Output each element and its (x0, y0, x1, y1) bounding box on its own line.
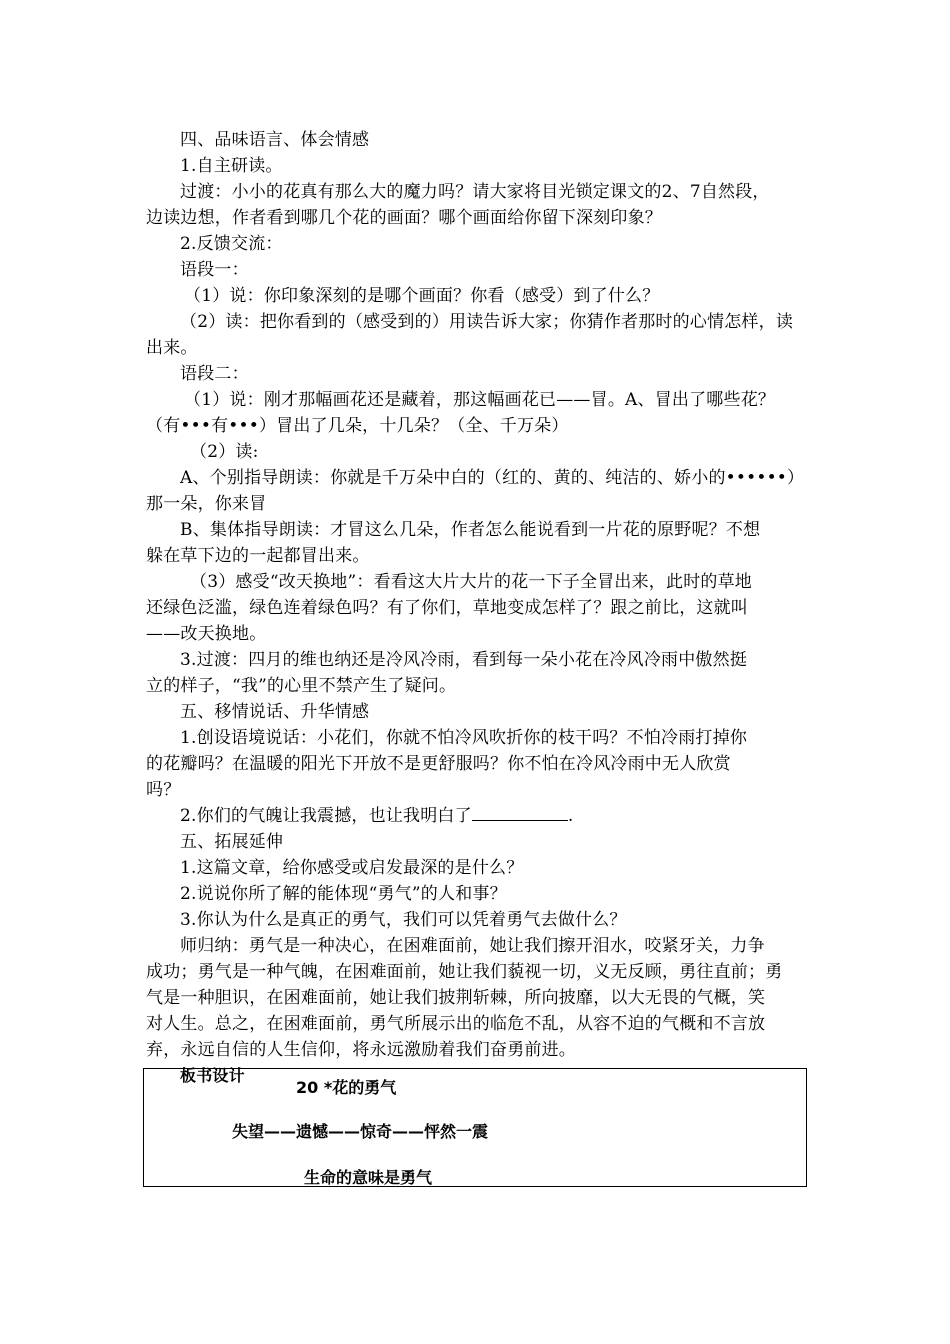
text-line: 立的样子，“我”的心里不禁产生了疑问。 (146, 676, 457, 696)
lesson-text (146, 127, 810, 1089)
text-line: 躲在草下边的一起都冒出来。 (146, 546, 370, 566)
text-line: 还绿色泛滥，绿色连着绿色吗？有了你们，草地变成怎样了？跟之前比，这就叫 (146, 598, 748, 618)
section-heading-5b: 五、拓展延伸 (180, 832, 284, 852)
text-line: 成功；勇气是一种气魄，在困难面前，她让我们藐视一切，义无反顾，勇往直前；勇 (146, 962, 783, 982)
text-line: 吗？ (146, 780, 181, 800)
text-line: （2）读: (190, 442, 259, 462)
section-heading-4: 四、品味语言、体会情感 (180, 130, 370, 150)
text-line: 语段一： (180, 260, 249, 280)
text-line: 3.过渡：四月的维也纳还是冷风冷雨，看到每一朵小花在冷风冷雨中傲然挺 (180, 650, 748, 670)
text-line: （1）说：你印象深刻的是哪个画面？你看（感受）到了什么？ (184, 286, 660, 306)
text-line: （2）读：把你看到的（感受到的）用读告诉大家；你猜作者那时的心情怎样，读 (180, 312, 794, 332)
text-line: 边读边想，作者看到哪几个花的画面？哪个画面给你留下深刻印象？ (146, 208, 662, 228)
section-heading-5: 五、移情说话、升华情感 (180, 702, 370, 722)
text-line: 那一朵，你来冒 (146, 494, 267, 514)
text-line: 2.说说你所了解的能体现“勇气”的人和事？ (180, 884, 507, 904)
text-line: 1.自主研读。 (180, 156, 283, 176)
text-line: （3）感受“改天换地”：看看这大片大片的花一下子全冒出来，此时的草地 (190, 572, 752, 592)
text-line: 3.你认为什么是真正的勇气，我们可以凭着勇气去做什么？ (180, 910, 627, 930)
text-line: （有•••有•••）冒出了几朵，十几朵？（全、千万朵） (146, 416, 569, 436)
fill-blank-suffix: . (567, 806, 574, 826)
text-line: A、个别指导朗读：你就是千万朵中白的（红的、黄的、纯洁的、娇小的••••••） (180, 468, 805, 488)
text-line: B、集体指导朗读：才冒这么几朵，作者怎么能说看到一片花的原野呢？不想 (180, 520, 761, 540)
text-line: 1.这篇文章，给你感受或启发最深的是什么？ (180, 858, 524, 878)
text-line: 对人生。总之，在困难面前，勇气所展示出的临危不乱，从容不迫的气概和不言放 (146, 1014, 766, 1034)
text-line: 过渡：小小的花真有那么大的魔力吗？请大家将目光锁定课文的2、7自然段， (180, 182, 770, 202)
text-line: （1）说：刚才那幅画花还是藏着，那这幅画花已——冒。A、冒出了哪些花？ (184, 390, 776, 410)
text-line: 弃，永远自信的人生信仰，将永远激励着我们奋勇前进。 (146, 1040, 576, 1060)
board-title: 20 *花的勇气 (296, 1078, 397, 1097)
fill-blank-underline (472, 806, 568, 821)
text-line: 气是一种胆识，在困难面前，她让我们披荆斩棘，所向披靡，以大无畏的气概，笑 (146, 988, 766, 1008)
text-line: 1.创设语境说话：小花们，你就不怕冷风吹折你的枝干吗？不怕冷雨打掉你 (180, 728, 748, 748)
board-design-box (143, 1068, 807, 1187)
board-conclusion: 生命的意味是勇气 (304, 1168, 433, 1187)
board-sequence: 失望——遗憾——惊奇——怦然一震 (232, 1122, 489, 1141)
fill-blank-line (146, 803, 810, 829)
text-line: 语段二： (180, 364, 249, 384)
board-design-heading: 板书设计 (180, 1066, 245, 1085)
text-line: 师归纳：勇气是一种决心，在困难面前，她让我们擦开泪水，咬紧牙关，力争 (180, 936, 765, 956)
text-line: ——改天换地。 (146, 624, 267, 644)
text-line: 出来。 (146, 338, 198, 358)
fill-blank-text: 2.你们的气魄让我震撼，也让我明白了 (180, 806, 472, 826)
text-line: 的花瓣吗？在温暖的阳光下开放不是更舒服吗？你不怕在冷风冷雨中无人欣赏 (146, 754, 731, 774)
text-line: 2.反馈交流： (180, 234, 283, 254)
